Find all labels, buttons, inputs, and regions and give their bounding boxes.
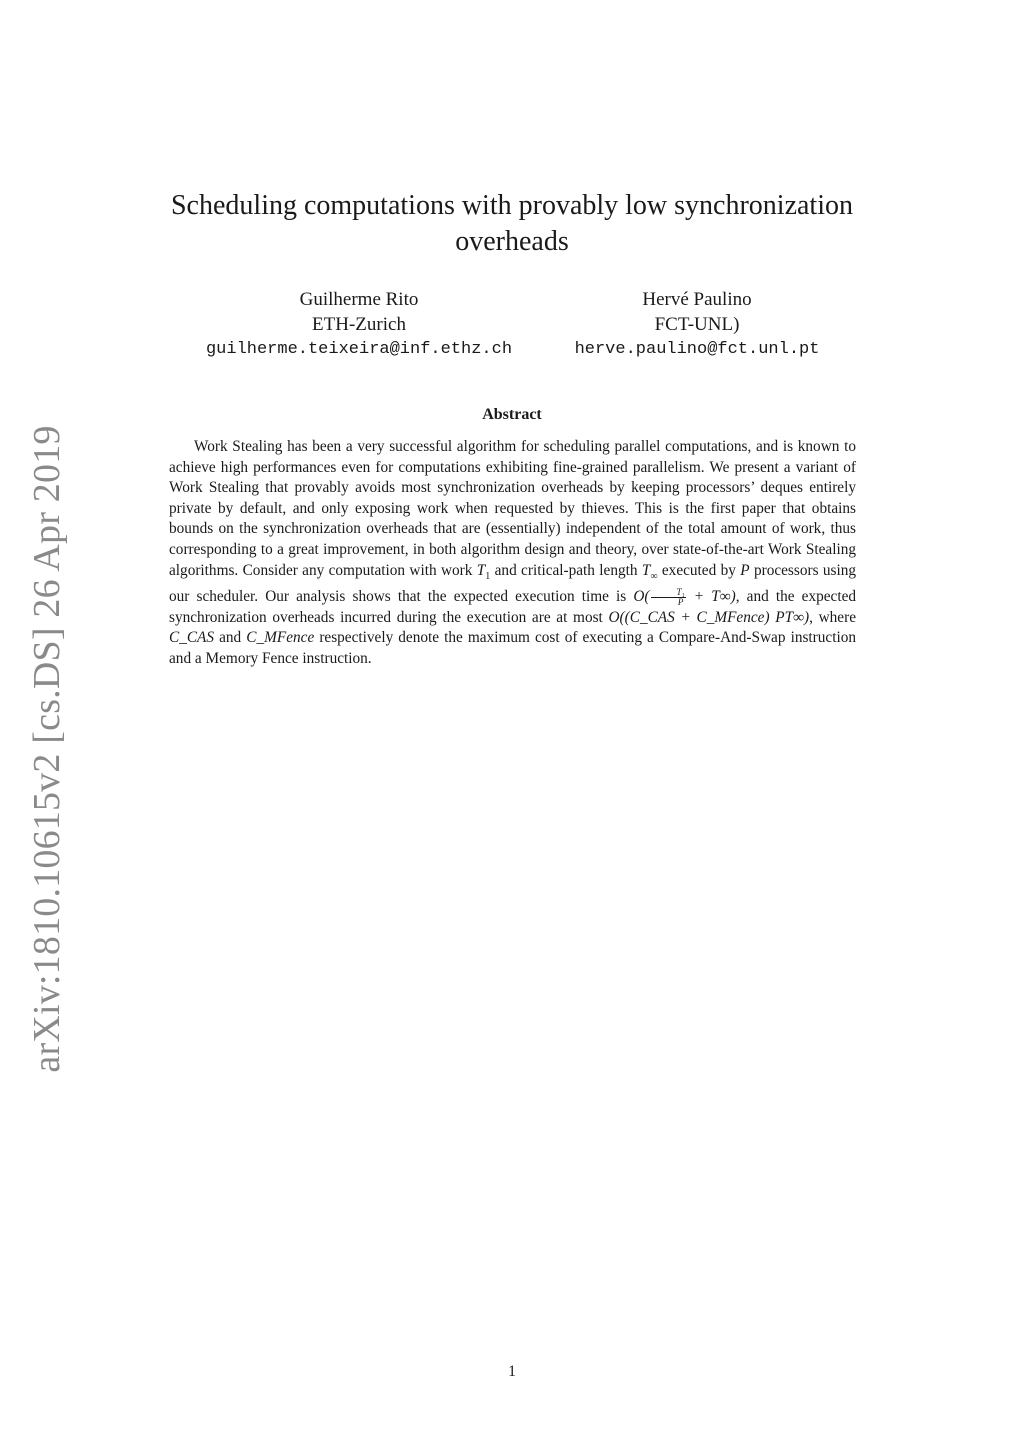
math-fraction bbox=[651, 588, 686, 607]
abstract-body bbox=[169, 437, 856, 670]
math-expression: + T∞) bbox=[686, 588, 736, 606]
math-subscript: 1 bbox=[485, 570, 491, 582]
abstract-heading: Abstract bbox=[482, 406, 542, 423]
author-email: herve.paulino@fct.unl.pt bbox=[574, 340, 820, 359]
author-affiliation: FCT-UNL) bbox=[654, 314, 740, 335]
fraction-denominator: P bbox=[677, 597, 684, 608]
arxiv-identifier-stamp: arXiv:1810.10615v2 [cs.DS] 26 Apr 2019 bbox=[26, 425, 68, 1073]
paper-title: Scheduling computations with provably low synchronization overheads bbox=[170, 190, 853, 257]
math-symbol: T bbox=[641, 561, 651, 579]
math-expression: O((C_CAS + C_MFence) PT∞) bbox=[608, 608, 810, 626]
author-name: Hervé Paulino bbox=[642, 289, 752, 310]
math-expression: O( bbox=[633, 588, 650, 606]
author-affiliation: ETH-Zurich bbox=[312, 314, 406, 335]
abstract-text: , where bbox=[809, 608, 856, 626]
math-symbol: P bbox=[740, 561, 750, 579]
abstract-text: executed by bbox=[657, 561, 741, 579]
abstract-text: and critical-path length bbox=[490, 561, 642, 579]
page-number: 1 bbox=[508, 1363, 516, 1380]
math-subscript: ∞ bbox=[650, 570, 658, 582]
author-block bbox=[517, 287, 877, 362]
math-symbol: C_MFence bbox=[246, 629, 315, 647]
fraction-numerator: T₁ bbox=[651, 588, 686, 598]
math-symbol: C_CAS bbox=[169, 629, 215, 647]
abstract-text: , and the expected synchronization overheads incurred during the execution are at most bbox=[169, 588, 857, 626]
author-name: Guilherme Rito bbox=[299, 289, 419, 310]
math-symbol: T bbox=[476, 561, 486, 579]
author-block bbox=[179, 287, 539, 362]
abstract-text: and bbox=[214, 629, 247, 647]
abstract-text: respectively denote the maximum cost of executing a Compare-And-Swap instruction and a Memory Fence instruction. bbox=[169, 629, 856, 667]
abstract-text: processors using our scheduler. Our analysis shows that the expected execution time is bbox=[169, 561, 857, 606]
abstract-text: Work Stealing has been a very successful algorithm for scheduling parallel computations, and is known to achieve high performances even for computations exhibiting fine-grained parallelism. We present a variant of Work Stealing that provably avoids most synchronization overheads by keeping processors’ deques entirely private by default, and only exposing work when requested by thieves. This is the first paper that obtains bounds on the synchronization overheads that are (essentially) independent of the total amount of work, thus corresponding to a great improvement, in both algorithm design and theory, over state-of-the-art Work Stealing algorithms. Consider any computation with work bbox=[169, 438, 856, 579]
author-email: guilherme.teixeira@inf.ethz.ch bbox=[205, 340, 513, 359]
